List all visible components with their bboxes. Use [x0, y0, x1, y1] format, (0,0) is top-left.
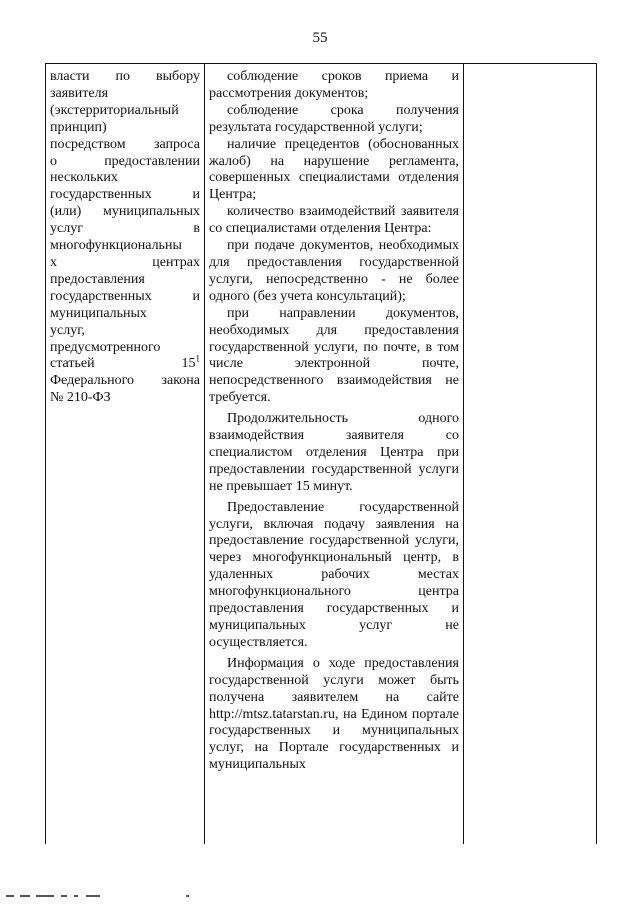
scan-artifact — [6, 895, 186, 899]
table-cell-quality-indicators — [205, 64, 464, 844]
column2-paragraph: количество взаимодействий заявителя со специалистами отделения Центра: — [209, 204, 459, 237]
column1-line: (или) муниципальных — [50, 204, 200, 220]
column1-line: власти по выбору — [50, 69, 200, 84]
table-cell-service-description — [46, 64, 205, 844]
column1-line: № 210-ФЗ — [50, 390, 111, 406]
column1-line: муниципальных — [50, 305, 147, 321]
column1-line: заявителя — [50, 85, 109, 101]
column2-paragraph: Предоставление государственной услуги, включая подачу заявления на предоставление государственной услуги, через многофункциональный центр, в удаленных рабочих местах многофункционального центра предоставления государственных и муниципальных услуг не осуществляется. — [209, 499, 459, 650]
column1-line: посредством запроса — [50, 136, 200, 152]
document-table — [45, 63, 597, 844]
article-text: статьей 15 — [50, 356, 196, 372]
column1-line: Федерального закона — [50, 373, 200, 389]
column2-paragraph: при направлении документов, необходимых для предоставления государственной услуги, по почте, в том числе электронной почте, непосредственного взаимодействия не требуется. — [209, 305, 459, 406]
column1-line: (экстерриториальный — [50, 102, 179, 118]
column2-paragraph: соблюдение сроков приема и рассмотрения документов; — [209, 69, 459, 101]
column1-line: государственных и — [50, 288, 200, 304]
column1-line: государственных и — [50, 187, 200, 203]
column2-paragraph: Продолжительность одного взаимодействия заявителя со специалистом отделения Центра при предоставлении государственной услуги не превышает 15 минут. — [209, 411, 459, 494]
table-cell-empty — [464, 64, 596, 844]
column2-paragraph: при подаче документов, необходимых для предоставления государственной услуги, непосредственно - не более одного (без учета консультаций); — [209, 238, 459, 304]
column1-line: принцип) — [50, 119, 107, 135]
column1-line: многофункциональны — [50, 238, 182, 254]
column2-paragraph: Информация о ходе предоставления государственной услуги может быть получена заявителем на сайте http://mtsz.tatarstan.ru, на Едином портале государственных и муниципальных услуг, на Портале государственных и муниципальных — [209, 655, 459, 773]
column1-line: услуг в — [50, 221, 200, 237]
column2-paragraph: наличие прецедентов (обоснованных жалоб) на нарушение регламента, совершенных специалистами отделения Центра; — [209, 136, 459, 203]
column1-line-article — [50, 353, 200, 373]
column1-line: предоставления — [50, 271, 145, 287]
column1-line: х центрах — [50, 254, 200, 270]
page-number: 55 — [312, 30, 328, 46]
column1-line: услуг, — [50, 322, 85, 338]
column2-paragraph: соблюдение срока получения результата государственной услуги; — [209, 102, 459, 135]
column1-line: о предоставлении — [50, 153, 200, 169]
article-superscript: 1 — [195, 353, 200, 364]
column1-line: предусмотренного — [50, 339, 161, 355]
column1-line: нескольких — [50, 170, 118, 186]
